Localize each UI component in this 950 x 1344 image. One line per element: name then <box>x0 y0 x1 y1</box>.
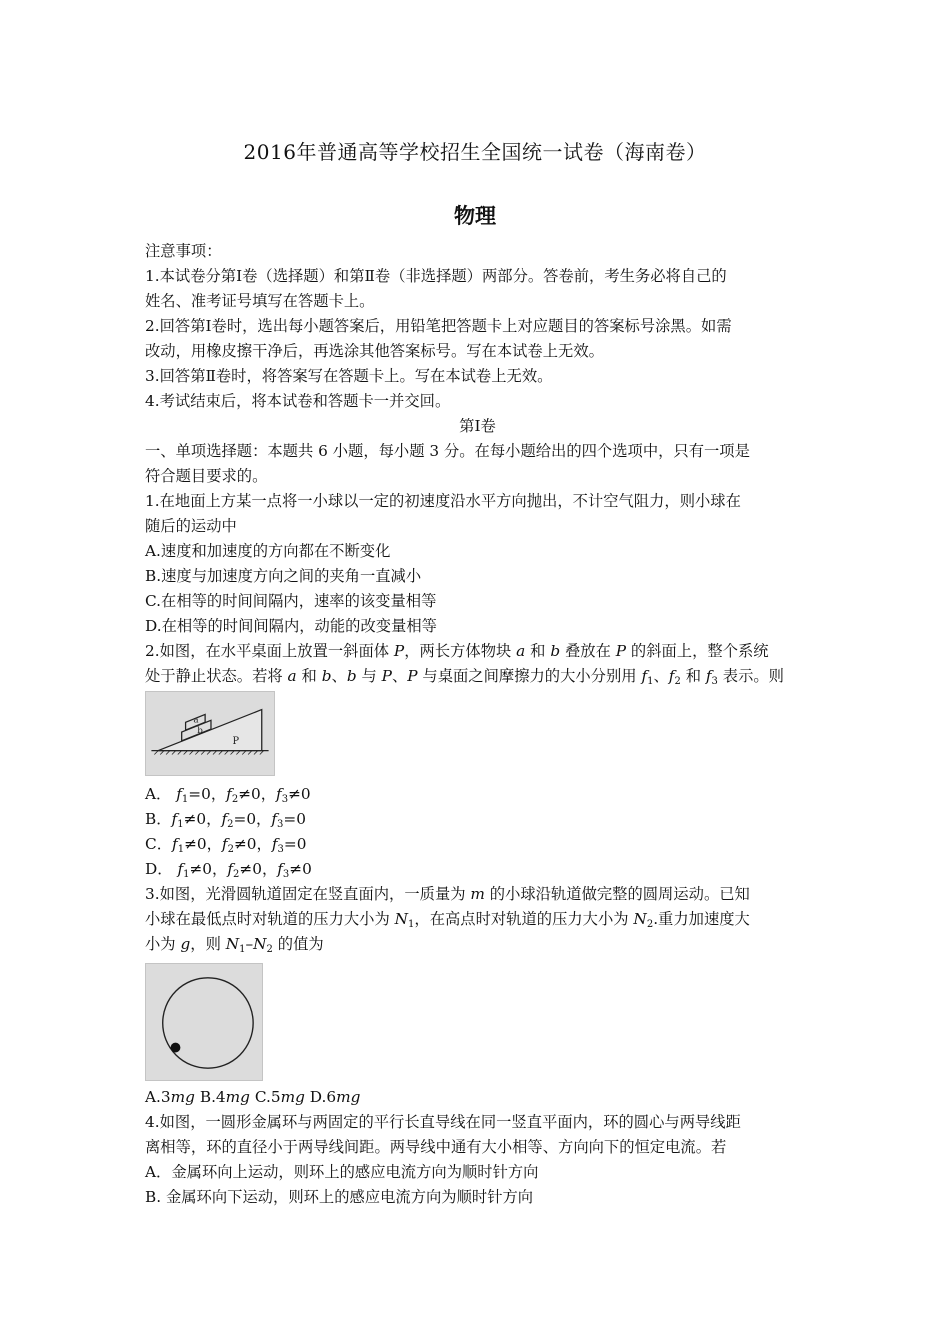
note-2-line-1: 2.回答第Ⅰ卷时，选出每小题答案后，用铅笔把答题卡上对应题目的答案标号涂黑。如需 <box>145 317 732 335</box>
q4-stem-line-1: 4.如图，一圆形金属环与两固定的平行长直导线在同一竖直平面内，环的圆心与两导线距 <box>145 1113 741 1131</box>
note-1-line-2: 姓名、准考证号填写在答题卡上。 <box>145 292 375 310</box>
q2-option-a: A． $f_1=0$，$f_2\ne 0$，$f_3\ne 0$ <box>145 785 311 805</box>
q1-stem-line-1: 1.在地面上方某一点将一小球以一定的初速度沿水平方向抛出，不计空气阻力，则小球在 <box>145 492 741 510</box>
q4-option-a: A．金属环向上运动，则环上的感应电流方向为顺时针方向 <box>145 1163 539 1181</box>
note-3: 3.回答第Ⅱ卷时，将答案写在答题卡上。写在本试卷上无效。 <box>145 367 553 385</box>
fig-label-a: a <box>193 715 199 726</box>
note-4: 4.考试结束后，将本试卷和答题卡一并交回。 <box>145 392 451 410</box>
q1-stem-line-2: 随后的运动中 <box>145 517 237 535</box>
fig-label-b: b <box>197 726 203 737</box>
note-2-line-2: 改动，用橡皮擦干净后，再选涂其他答案标号。写在本试卷上无效。 <box>145 342 604 360</box>
q2-option-b: B．$f_1\ne 0$，$f_2=0$，$f_3=0$ <box>145 810 306 830</box>
q1-option-b: B.速度与加速度方向之间的夹角一直减小 <box>145 567 422 585</box>
notes-heading: 注意事项： <box>145 242 222 260</box>
note-1-line-1: 1.本试卷分第Ⅰ卷（选择题）和第Ⅱ卷（非选择题）两部分。答卷前，考生务必将自己的 <box>145 267 727 285</box>
q3-stem-line-1: 3.如图，光滑圆轨道固定在竖直面内，一质量为 m 的小球沿轨道做完整的圆周运动。已知 <box>145 885 750 903</box>
fig-label-p: P <box>232 735 240 747</box>
q4-option-b: B. 金属环向下运动，则环上的感应电流方向为顺时针方向 <box>145 1188 534 1206</box>
q3-options: A.3mg B.4mg C.5mg D.6mg <box>145 1088 361 1106</box>
q2-incline-figure <box>145 691 275 776</box>
q1-option-d: D.在相等的时间间隔内，动能的改变量相等 <box>145 617 437 635</box>
q4-stem-line-2: 离相等，环的直径小于两导线间距。两导线中通有大小相等、方向向下的恒定电流。若 <box>145 1138 727 1156</box>
q2-option-d: D． $f_1\ne 0$，$f_2\ne 0$，$f_3\ne 0$ <box>145 860 312 880</box>
section-1-line-2: 符合题目要求的。 <box>145 467 268 485</box>
q1-option-c: C.在相等的时间间隔内，速率的该变量相等 <box>145 592 437 610</box>
q2-option-c: C．$f_1\ne 0$，$f_2\ne 0$，$f_3=0$ <box>145 835 307 855</box>
q2-stem-line-2: 处于静止状态。若将 a 和 b、b 与 P、P 与桌面之间摩擦力的大小分别用 $f_1$、$f_2$ 和 $f_3$ 表示。则 <box>145 667 784 687</box>
subject-heading: 物理 <box>454 203 496 228</box>
q3-stem-line-3: 小为 g，则 $N_1-N_2$ 的值为 <box>145 935 324 955</box>
ball-icon <box>171 1043 181 1053</box>
q2-stem-line-1: 2.如图，在水平桌面上放置一斜面体 P，两长方体物块 a 和 b 叠放在 P 的斜面上，整个系统 <box>145 642 769 660</box>
q3-stem-line-2: 小球在最低点时对轨道的压力大小为 $N_1$，在高点时对轨道的压力大小为 $N_2$.重力加速度大 <box>145 910 750 930</box>
q3-circle-track-figure <box>145 963 263 1081</box>
exam-body <box>145 239 810 1210</box>
exam-title: 2016年普通高等学校招生全国统一试卷（海南卷） <box>243 140 707 164</box>
q1-option-a: A.速度和加速度的方向都在不断变化 <box>145 542 391 560</box>
part-1-heading: 第Ⅰ卷 <box>459 417 496 435</box>
section-1-line-1: 一、单项选择题：本题共 6 小题，每小题 3 分。在每小题给出的四个选项中，只有一项是 <box>145 442 750 460</box>
